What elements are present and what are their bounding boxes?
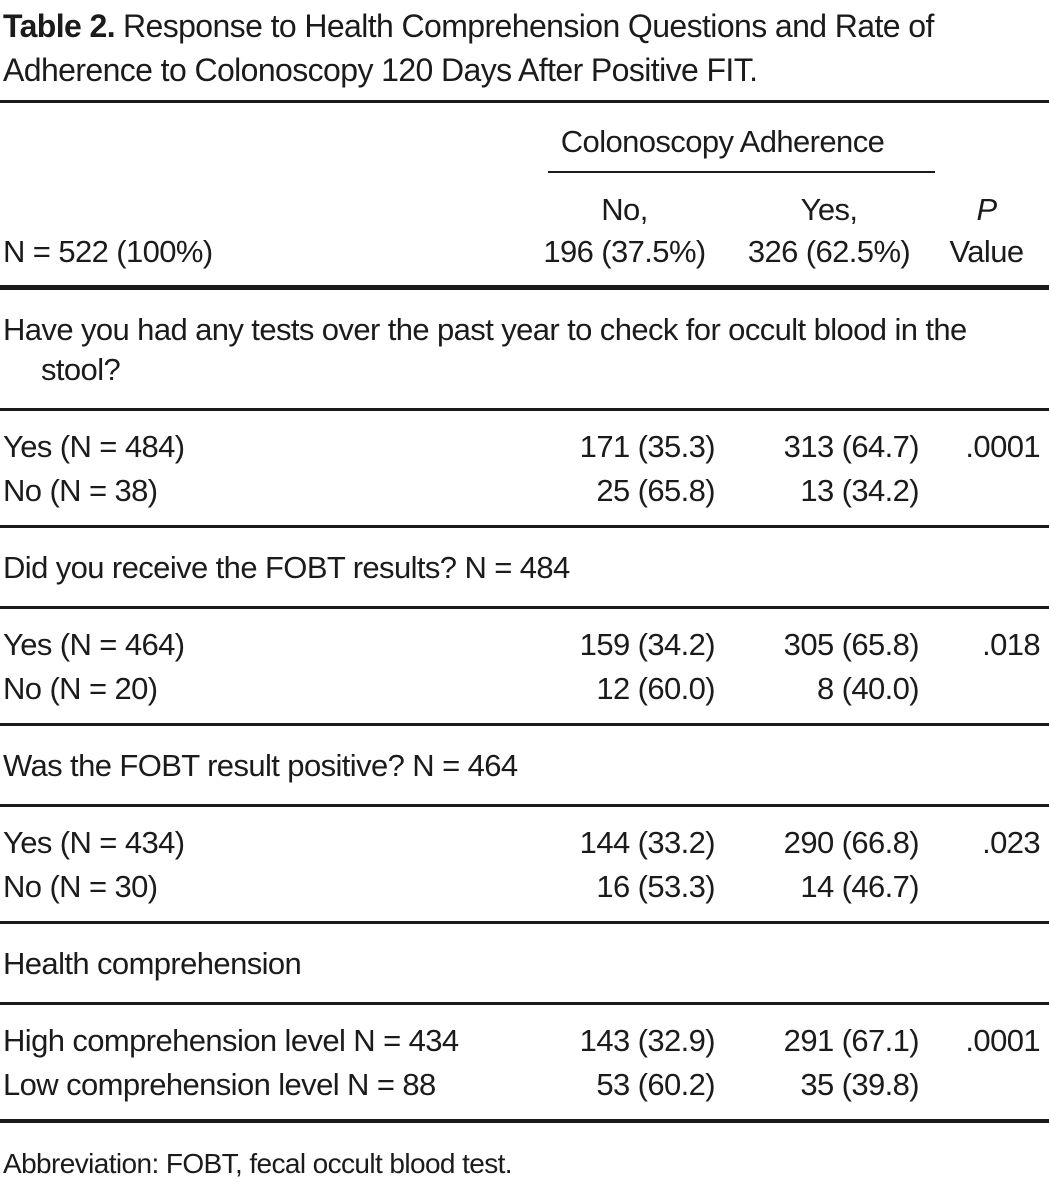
- cell-p-value: .0001: [965, 429, 1040, 464]
- cell-yes-adherence: 8 (40.0): [816, 671, 919, 706]
- table-header: [0, 103, 1049, 285]
- table-row: [0, 1063, 1049, 1107]
- spanner-rule: [548, 171, 935, 173]
- cell-no-adherence: 12 (60.0): [596, 671, 715, 706]
- column-header-no: [518, 189, 731, 273]
- table-row: [0, 821, 1049, 865]
- cell-no-adherence: 25 (65.8): [596, 473, 715, 508]
- table-row: [0, 865, 1049, 909]
- cell-p-value: [927, 469, 1046, 513]
- column-header-no-line2: 196 (37.5%): [543, 234, 706, 269]
- cell-yes-adherence: 313 (64.7): [783, 429, 919, 464]
- section-health-comprehension: [0, 924, 1049, 1123]
- cell-yes-adherence: 13 (34.2): [800, 473, 919, 508]
- cell-p-value: [927, 1063, 1046, 1107]
- section-occult-blood-test: [0, 290, 1049, 528]
- cell-no-adherence: 159 (34.2): [579, 627, 715, 662]
- column-header-p-line2: Value: [949, 234, 1024, 269]
- table-row: [0, 623, 1049, 667]
- cell-yes-adherence: 35 (39.8): [800, 1067, 919, 1102]
- cell-yes-adherence: 290 (66.8): [783, 825, 919, 860]
- table-caption: Response to Health Comprehension Questions and Rate of Adherence to Colonoscopy 120 Days After Positive FIT.: [3, 8, 934, 88]
- row-label: High comprehension level N = 434: [3, 1023, 459, 1058]
- section-question: Health comprehension: [3, 946, 302, 981]
- row-label: Yes (N = 484): [3, 429, 185, 464]
- section-question: Did you receive the FOBT results? N = 484: [3, 550, 570, 585]
- cell-p-value: [927, 667, 1046, 711]
- table-row: [0, 469, 1049, 513]
- column-header-no-line1: No,: [601, 192, 648, 227]
- cell-no-adherence: 143 (32.9): [579, 1023, 715, 1058]
- table-row: [0, 425, 1049, 469]
- cell-no-adherence: 171 (35.3): [579, 429, 715, 464]
- cell-no-adherence: 16 (53.3): [596, 869, 715, 904]
- row-label: Yes (N = 464): [3, 627, 185, 662]
- section-question: Was the FOBT result positive? N = 464: [3, 748, 518, 783]
- row-label: Yes (N = 434): [3, 825, 185, 860]
- section-received-fobt-results: [0, 528, 1049, 726]
- cell-no-adherence: 53 (60.2): [596, 1067, 715, 1102]
- column-header-p-value: [927, 189, 1046, 273]
- table-title: [0, 4, 1049, 100]
- column-header-yes-line2: 326 (62.5%): [747, 234, 911, 269]
- row-label: No (N = 38): [3, 473, 158, 508]
- section-rows: [0, 1005, 1049, 1119]
- section-question: Have you had any tests over the past year to check for occult blood in the stool?: [3, 312, 967, 387]
- cell-yes-adherence: 305 (65.8): [783, 627, 919, 662]
- table-row: [0, 1019, 1049, 1063]
- column-header-p-line1: P: [976, 192, 997, 227]
- column-header-yes-line1: Yes,: [800, 192, 858, 227]
- row-label: Low comprehension level N = 88: [3, 1067, 436, 1102]
- section-rows: [0, 609, 1049, 723]
- stub-header: N = 522 (100%): [3, 234, 213, 269]
- section-rows: [0, 411, 1049, 525]
- table-number-label: Table 2.: [3, 8, 115, 44]
- table-row: [0, 667, 1049, 711]
- column-spanner-label: Colonoscopy Adherence: [560, 124, 885, 159]
- cell-p-value: .0001: [965, 1023, 1040, 1058]
- column-header-yes: [731, 189, 927, 273]
- table-footnote: Abbreviation: FOBT, fecal occult blood test.: [3, 1148, 512, 1179]
- section-fobt-result-positive: [0, 726, 1049, 924]
- cell-yes-adherence: 14 (46.7): [800, 869, 919, 904]
- row-label: No (N = 20): [3, 671, 158, 706]
- cell-yes-adherence: 291 (67.1): [783, 1023, 919, 1058]
- cell-p-value: .018: [982, 627, 1040, 662]
- row-label: No (N = 30): [3, 869, 158, 904]
- section-rows: [0, 807, 1049, 921]
- cell-p-value: [927, 865, 1046, 909]
- cell-no-adherence: 144 (33.2): [579, 825, 715, 860]
- cell-p-value: .023: [982, 825, 1040, 860]
